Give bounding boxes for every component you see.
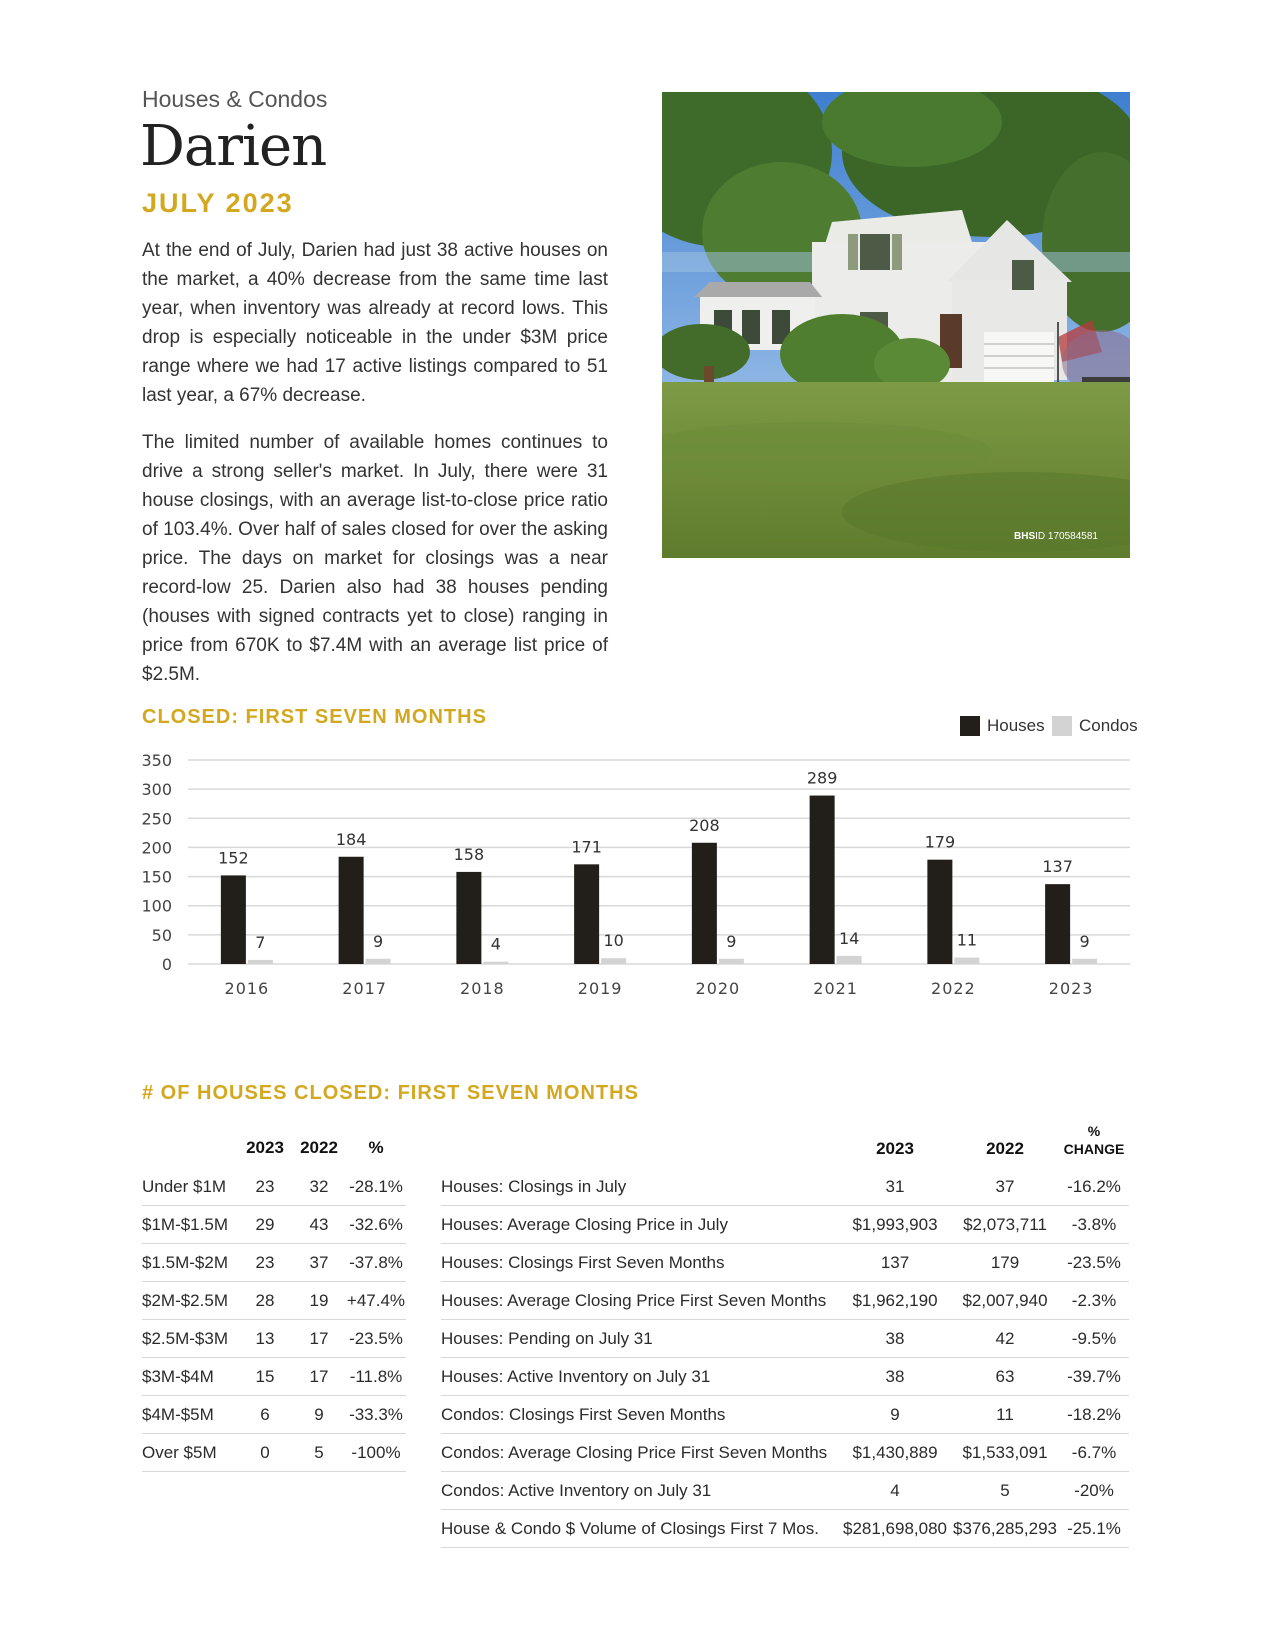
price-table-cell-change: -28.1% bbox=[346, 1168, 406, 1206]
stats-header-change: % CHANGE bbox=[1063, 1123, 1125, 1157]
condos-bar bbox=[1072, 959, 1097, 964]
price-table-header bbox=[142, 1128, 406, 1168]
houses-bar bbox=[1045, 884, 1070, 964]
legend-condos-label: Condos bbox=[1079, 716, 1138, 735]
houses-data-label: 152 bbox=[218, 848, 249, 868]
x-tick-label: 2022 bbox=[931, 979, 976, 998]
price-table-cell-2023: 28 bbox=[238, 1282, 292, 1320]
condos-data-label: 9 bbox=[726, 931, 737, 951]
stats-table-cell-label: Houses: Average Closing Price in July bbox=[441, 1206, 839, 1244]
condos-data-label: 14 bbox=[838, 928, 860, 948]
houses-closed-title: # OF HOUSES CLOSED: FIRST SEVEN MONTHS bbox=[142, 1082, 639, 1104]
stats-header-label bbox=[441, 1112, 839, 1168]
price-range-table bbox=[142, 1128, 406, 1472]
price-table-cell-change: -11.8% bbox=[346, 1358, 406, 1396]
price-table-row bbox=[142, 1358, 406, 1396]
stats-table-cell-2022: 37 bbox=[951, 1168, 1059, 1206]
price-table-cell-2023: 15 bbox=[238, 1358, 292, 1396]
price-table-row bbox=[142, 1282, 406, 1320]
stats-table-cell-change: -16.2% bbox=[1059, 1168, 1129, 1206]
legend-houses bbox=[960, 716, 1045, 736]
x-tick-label: 2016 bbox=[224, 979, 270, 998]
price-table-cell-2023: 6 bbox=[238, 1396, 292, 1434]
price-table-row bbox=[142, 1396, 406, 1434]
stats-table-row bbox=[441, 1244, 1129, 1282]
stats-table-cell-2023: 137 bbox=[839, 1244, 951, 1282]
stats-table-cell-change: -2.3% bbox=[1059, 1282, 1129, 1320]
price-table-cell-label: $4M-$5M bbox=[142, 1396, 238, 1434]
condos-data-label: 9 bbox=[1079, 931, 1090, 951]
y-tick-label: 200 bbox=[141, 838, 172, 858]
houses-bar bbox=[692, 843, 717, 964]
price-table-cell-label: Over $5M bbox=[142, 1434, 238, 1472]
houses-bar bbox=[927, 860, 952, 964]
price-table-cell-change: +47.4% bbox=[346, 1282, 406, 1320]
stats-table-row bbox=[441, 1434, 1129, 1472]
stats-table-row bbox=[441, 1396, 1129, 1434]
condos-data-label: 11 bbox=[956, 930, 978, 950]
houses-data-label: 171 bbox=[571, 837, 602, 857]
stats-table-cell-change: -6.7% bbox=[1059, 1434, 1129, 1472]
stats-table-row bbox=[441, 1320, 1129, 1358]
y-tick-label: 250 bbox=[141, 809, 172, 829]
price-table-cell-label: $2M-$2.5M bbox=[142, 1282, 238, 1320]
price-header-2022: 2022 bbox=[300, 1138, 338, 1157]
stats-table-cell-change: -25.1% bbox=[1059, 1510, 1129, 1548]
price-table-cell-2022: 43 bbox=[292, 1206, 346, 1244]
x-tick-label: 2017 bbox=[342, 979, 387, 998]
condos-data-label: 10 bbox=[603, 931, 624, 951]
stats-table-cell-2022: $1,533,091 bbox=[951, 1434, 1059, 1472]
condos-bar bbox=[719, 959, 744, 964]
y-tick-label: 300 bbox=[141, 780, 172, 800]
stats-header-2022: 2022 bbox=[986, 1139, 1024, 1158]
stats-table-cell-2022: $2,073,711 bbox=[951, 1206, 1059, 1244]
report-period: JULY 2023 bbox=[142, 188, 294, 218]
legend-condos bbox=[1052, 716, 1138, 736]
stats-table-cell-label: Condos: Active Inventory on July 31 bbox=[441, 1472, 839, 1510]
price-table-cell-2023: 23 bbox=[238, 1244, 292, 1282]
y-tick-label: 0 bbox=[161, 955, 172, 974]
price-table-cell-2022: 5 bbox=[292, 1434, 346, 1472]
condos-bar bbox=[601, 958, 626, 964]
stats-table-cell-2022: 179 bbox=[951, 1244, 1059, 1282]
stats-table bbox=[441, 1112, 1129, 1548]
price-header-2023: 2023 bbox=[246, 1138, 284, 1157]
x-tick-label: 2021 bbox=[813, 979, 858, 998]
price-table-cell-2022: 17 bbox=[292, 1358, 346, 1396]
x-tick-label: 2020 bbox=[695, 979, 741, 998]
condos-data-label: 9 bbox=[373, 931, 384, 951]
stats-table-cell-2022: $376,285,293 bbox=[951, 1510, 1059, 1548]
y-tick-label: 150 bbox=[141, 867, 172, 887]
stats-table-row bbox=[441, 1510, 1129, 1548]
houses-bar bbox=[810, 796, 835, 964]
price-table-cell-2022: 37 bbox=[292, 1244, 346, 1282]
price-table-cell-change: -32.6% bbox=[346, 1206, 406, 1244]
y-tick-label: 350 bbox=[141, 751, 172, 770]
photo-credit-brand: BHS bbox=[1014, 531, 1036, 542]
stats-table-cell-2023: 38 bbox=[839, 1358, 951, 1396]
houses-data-label: 208 bbox=[689, 815, 720, 835]
price-table-cell-change: -37.8% bbox=[346, 1244, 406, 1282]
houses-bar bbox=[574, 864, 599, 964]
price-table-cell-2023: 13 bbox=[238, 1320, 292, 1358]
houses-bar bbox=[456, 872, 481, 964]
stats-table-cell-change: -9.5% bbox=[1059, 1320, 1129, 1358]
stats-header-2023: 2023 bbox=[876, 1139, 914, 1158]
houses-bar bbox=[339, 857, 364, 964]
price-table-cell-label: $1.5M-$2M bbox=[142, 1244, 238, 1282]
stats-table-cell-2022: 63 bbox=[951, 1358, 1059, 1396]
stats-table-cell-label: House & Condo $ Volume of Closings First 7 Mos. bbox=[441, 1510, 839, 1548]
condos-data-label: 4 bbox=[490, 934, 501, 954]
stats-table-cell-2023: $1,430,889 bbox=[839, 1434, 951, 1472]
price-table-cell-change: -23.5% bbox=[346, 1320, 406, 1358]
price-table-cell-2023: 0 bbox=[238, 1434, 292, 1472]
stats-table-row bbox=[441, 1206, 1129, 1244]
stats-table-cell-label: Houses: Pending on July 31 bbox=[441, 1320, 839, 1358]
houses-data-label: 184 bbox=[335, 829, 367, 849]
condos-bar bbox=[248, 960, 273, 964]
stats-table-cell-label: Houses: Average Closing Price First Seven Months bbox=[441, 1282, 839, 1320]
price-table-cell-label: $1M-$1.5M bbox=[142, 1206, 238, 1244]
photo-credit bbox=[1014, 531, 1098, 542]
stats-table-cell-2022: $2,007,940 bbox=[951, 1282, 1059, 1320]
x-tick-label: 2023 bbox=[1048, 979, 1094, 998]
closed-chart-title: CLOSED: FIRST SEVEN MONTHS bbox=[142, 706, 487, 728]
stats-table-header bbox=[441, 1112, 1129, 1168]
price-table-row bbox=[142, 1206, 406, 1244]
price-table-row bbox=[142, 1320, 406, 1358]
price-table-row bbox=[142, 1434, 406, 1472]
price-table-cell-label: $2.5M-$3M bbox=[142, 1320, 238, 1358]
condos-bar bbox=[837, 956, 862, 964]
condos-data-label: 7 bbox=[255, 932, 266, 952]
stats-table-cell-2023: $1,962,190 bbox=[839, 1282, 951, 1320]
stats-table-row bbox=[441, 1168, 1129, 1206]
price-table-cell-change: -33.3% bbox=[346, 1396, 406, 1434]
stats-table-cell-change: -3.8% bbox=[1059, 1206, 1129, 1244]
houses-data-label: 137 bbox=[1042, 857, 1073, 877]
price-table-row bbox=[142, 1244, 406, 1282]
stats-table-cell-2023: $281,698,080 bbox=[839, 1510, 951, 1548]
page-subtitle: Houses & Condos bbox=[142, 86, 328, 112]
stats-table-cell-label: Condos: Average Closing Price First Seven Months bbox=[441, 1434, 839, 1472]
houses-data-label: 289 bbox=[806, 768, 838, 788]
price-table-cell-2023: 23 bbox=[238, 1168, 292, 1206]
stats-table-cell-label: Condos: Closings First Seven Months bbox=[441, 1396, 839, 1434]
stats-table-row bbox=[441, 1358, 1129, 1396]
stats-table-cell-2023: 38 bbox=[839, 1320, 951, 1358]
house-photo bbox=[662, 92, 1130, 558]
houses-data-label: 158 bbox=[453, 844, 485, 864]
condos-bar bbox=[366, 959, 391, 964]
market-paragraph: The limited number of available homes continues to drive a strong seller's market. In July, there were 31 house closings, with an average list-to-close price ratio of 103.4%. Over half of sales closed for over the asking price. The days on market for closings was a near record-low 25. Darien also had 38 houses pending (houses with signed contracts yet to close) ranging in price from 670K to $7.4M with an average list price of $2.5M. bbox=[142, 432, 608, 685]
condos-bar bbox=[954, 958, 979, 964]
stats-table-cell-change: -39.7% bbox=[1059, 1358, 1129, 1396]
price-table-cell-2022: 9 bbox=[292, 1396, 346, 1434]
x-tick-label: 2019 bbox=[577, 979, 623, 998]
houses-bar bbox=[221, 875, 246, 964]
closed-bar-chart bbox=[136, 750, 1136, 1012]
condos-bar bbox=[483, 962, 508, 964]
stats-table-cell-2023: 4 bbox=[839, 1472, 951, 1510]
stats-table-cell-2022: 42 bbox=[951, 1320, 1059, 1358]
price-table-row bbox=[142, 1168, 406, 1206]
stats-table-cell-2022: 11 bbox=[951, 1396, 1059, 1434]
legend-houses-label: Houses bbox=[987, 716, 1045, 735]
stats-table-cell-2022: 5 bbox=[951, 1472, 1059, 1510]
photo-credit-id: ID 170584581 bbox=[1035, 531, 1098, 542]
y-tick-label: 50 bbox=[151, 925, 172, 945]
stats-table-cell-label: Houses: Closings in July bbox=[441, 1168, 839, 1206]
legend-houses-swatch bbox=[960, 716, 980, 736]
stats-table-cell-change: -23.5% bbox=[1059, 1244, 1129, 1282]
page-title: Darien bbox=[140, 114, 327, 179]
x-tick-label: 2018 bbox=[460, 979, 505, 998]
price-header-label bbox=[142, 1128, 238, 1168]
stats-table-cell-2023: $1,993,903 bbox=[839, 1206, 951, 1244]
price-table-cell-2022: 19 bbox=[292, 1282, 346, 1320]
stats-table-cell-label: Houses: Closings First Seven Months bbox=[441, 1244, 839, 1282]
price-table-cell-label: Under $1M bbox=[142, 1168, 238, 1206]
price-header-change: % bbox=[368, 1138, 384, 1157]
price-table-cell-2023: 29 bbox=[238, 1206, 292, 1244]
price-table-cell-label: $3M-$4M bbox=[142, 1358, 238, 1396]
stats-table-cell-label: Houses: Active Inventory on July 31 bbox=[441, 1358, 839, 1396]
y-tick-label: 100 bbox=[141, 896, 172, 916]
stats-table-row bbox=[441, 1282, 1129, 1320]
price-table-cell-2022: 32 bbox=[292, 1168, 346, 1206]
stats-table-row bbox=[441, 1472, 1129, 1510]
stats-table-cell-change: -18.2% bbox=[1059, 1396, 1129, 1434]
houses-data-label: 179 bbox=[924, 832, 956, 852]
legend-condos-swatch bbox=[1052, 716, 1072, 736]
stats-table-cell-change: -20% bbox=[1059, 1472, 1129, 1510]
stats-table-cell-2023: 31 bbox=[839, 1168, 951, 1206]
stats-table-cell-2023: 9 bbox=[839, 1396, 951, 1434]
price-table-cell-change: -100% bbox=[346, 1434, 406, 1472]
intro-paragraph: At the end of July, Darien had just 38 active houses on the market, a 40% decrease from the same time last year, when inventory was already at record lows. This drop is especially noticeable in the under $3M price range where we had 17 active listings compared to 51 last year, a 67% decrease. bbox=[142, 240, 608, 406]
price-table-cell-2022: 17 bbox=[292, 1320, 346, 1358]
